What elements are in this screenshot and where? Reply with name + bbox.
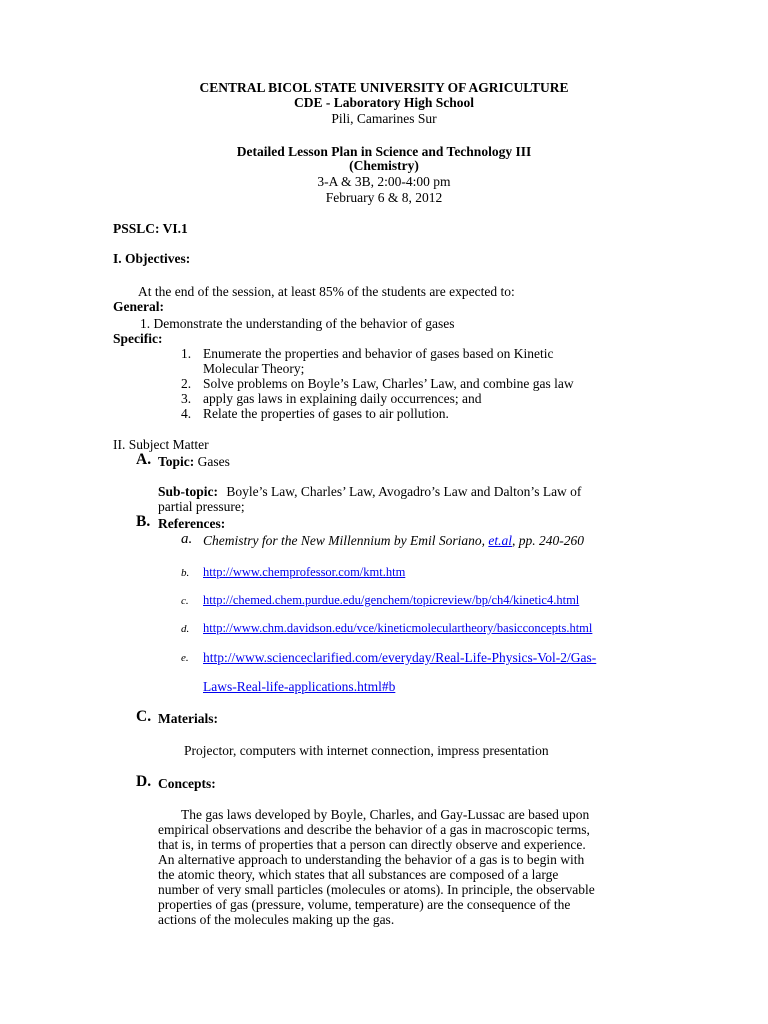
objectives-heading: I. Objectives: (113, 251, 191, 266)
reference-link-chemprofessor[interactable]: http://www.chemprofessor.com/kmt.htm (203, 565, 406, 579)
subtopic-value-cont: partial pressure; (158, 499, 245, 514)
reference-link-scienceclarified-cont[interactable]: Laws-Real-life-applications.html#b (203, 679, 396, 694)
objectives-intro: At the end of the session, at least 85% of the students are expected to: (138, 284, 515, 299)
concepts-letter: D. (136, 773, 152, 790)
specific-item-number: 1. (181, 346, 192, 361)
concepts-paragraph-line: The gas laws developed by Boyle, Charles, and Gay-Lussac are based upon (181, 807, 590, 822)
references-label: References: (158, 516, 226, 531)
concepts-paragraph-line: An alternative approach to understanding the behavior of a gas is to begin with (158, 852, 585, 867)
subject-matter-heading: II. Subject Matter (113, 437, 209, 452)
et-al-link[interactable]: et.al (488, 533, 512, 548)
topic-label: Topic: (158, 454, 195, 469)
specific-item-text: apply gas laws in explaining daily occurrences; and (203, 391, 482, 406)
specific-item-number: 4. (181, 406, 192, 421)
topic-letter: A. (136, 451, 152, 468)
specific-item-text: Enumerate the properties and behavior of gases based on Kinetic (203, 346, 554, 361)
topic-value: Gases (197, 454, 230, 469)
lesson-plan-title: Detailed Lesson Plan in Science and Technology III (236, 144, 532, 159)
reference-letter: b. (181, 567, 190, 579)
university-name: CENTRAL BICOL STATE UNIVERSITY OF AGRICULTURE (199, 80, 569, 95)
sections-time: 3-A & 3B, 2:00-4:00 pm (317, 174, 451, 189)
materials-value: Projector, computers with internet connection, impress presentation (184, 743, 549, 758)
subject-label: (Chemistry) (349, 158, 419, 173)
reference-link-scienceclarified[interactable]: http://www.scienceclarified.com/everyday/Real-Life-Physics-Vol-2/Gas- (203, 650, 597, 665)
concepts-paragraph-line: number of very small particles (molecules or atoms). In principle, the observable (158, 882, 595, 897)
specific-item-text: Solve problems on Boyle’s Law, Charles’ Law, and combine gas law (203, 376, 574, 391)
concepts-paragraph-line: actions of the molecules making up the gas. (158, 912, 395, 927)
school-location: Pili, Camarines Sur (331, 111, 437, 126)
school-name: CDE - Laboratory High School (293, 95, 474, 110)
reference-book (203, 533, 584, 548)
specific-label: Specific: (113, 331, 163, 346)
subtopic-line (158, 484, 581, 499)
reference-letter: a. (181, 531, 193, 547)
concepts-paragraph-line: the atomic theory, which states that all substances are composed of a large (158, 867, 559, 882)
specific-item-text-cont: Molecular Theory; (203, 361, 305, 376)
concepts-paragraph-line: properties of gas (pressure, volume, temperature) are the consequence of the (158, 897, 571, 912)
reference-book-pages: , pp. 240-260 (511, 533, 584, 548)
reference-link-purdue[interactable]: http://chemed.chem.purdue.edu/genchem/topicreview/bp/ch4/kinetic4.html (203, 593, 580, 607)
lesson-date: February 6 & 8, 2012 (325, 190, 443, 205)
general-label: General: (113, 299, 164, 314)
specific-item-number: 2. (181, 376, 192, 391)
subtopic-label: Sub-topic: (158, 484, 219, 499)
references-letter: B. (136, 513, 151, 530)
concepts-label: Concepts: (158, 776, 216, 791)
materials-label: Materials: (158, 711, 218, 726)
subtopic-value: Boyle’s Law, Charles’ Law, Avogadro’s Law and Dalton’s Law of (226, 484, 582, 499)
psslc-code: PSSLC: VI.1 (113, 221, 188, 236)
concepts-paragraph-line: empirical observations and describe the behavior of a gas in macroscopic terms, (158, 822, 590, 837)
reference-letter: c. (181, 595, 189, 607)
reference-letter: d. (181, 623, 190, 635)
reference-letter: e. (181, 652, 189, 664)
topic-line (158, 454, 230, 469)
specific-item-number: 3. (181, 391, 192, 406)
reference-link-davidson[interactable]: http://www.chm.davidson.edu/vce/kineticmoleculartheory/basicconcepts.html (203, 621, 593, 635)
materials-letter: C. (136, 708, 152, 725)
reference-book-title: Chemistry for the New Millennium by Emil Soriano, (203, 533, 485, 548)
concepts-paragraph-line: that is, in terms of properties that a person can directly observe and experience. (158, 837, 586, 852)
specific-item-text: Relate the properties of gases to air pollution. (203, 406, 449, 421)
general-objective: 1. Demonstrate the understanding of the behavior of gases (140, 316, 455, 331)
